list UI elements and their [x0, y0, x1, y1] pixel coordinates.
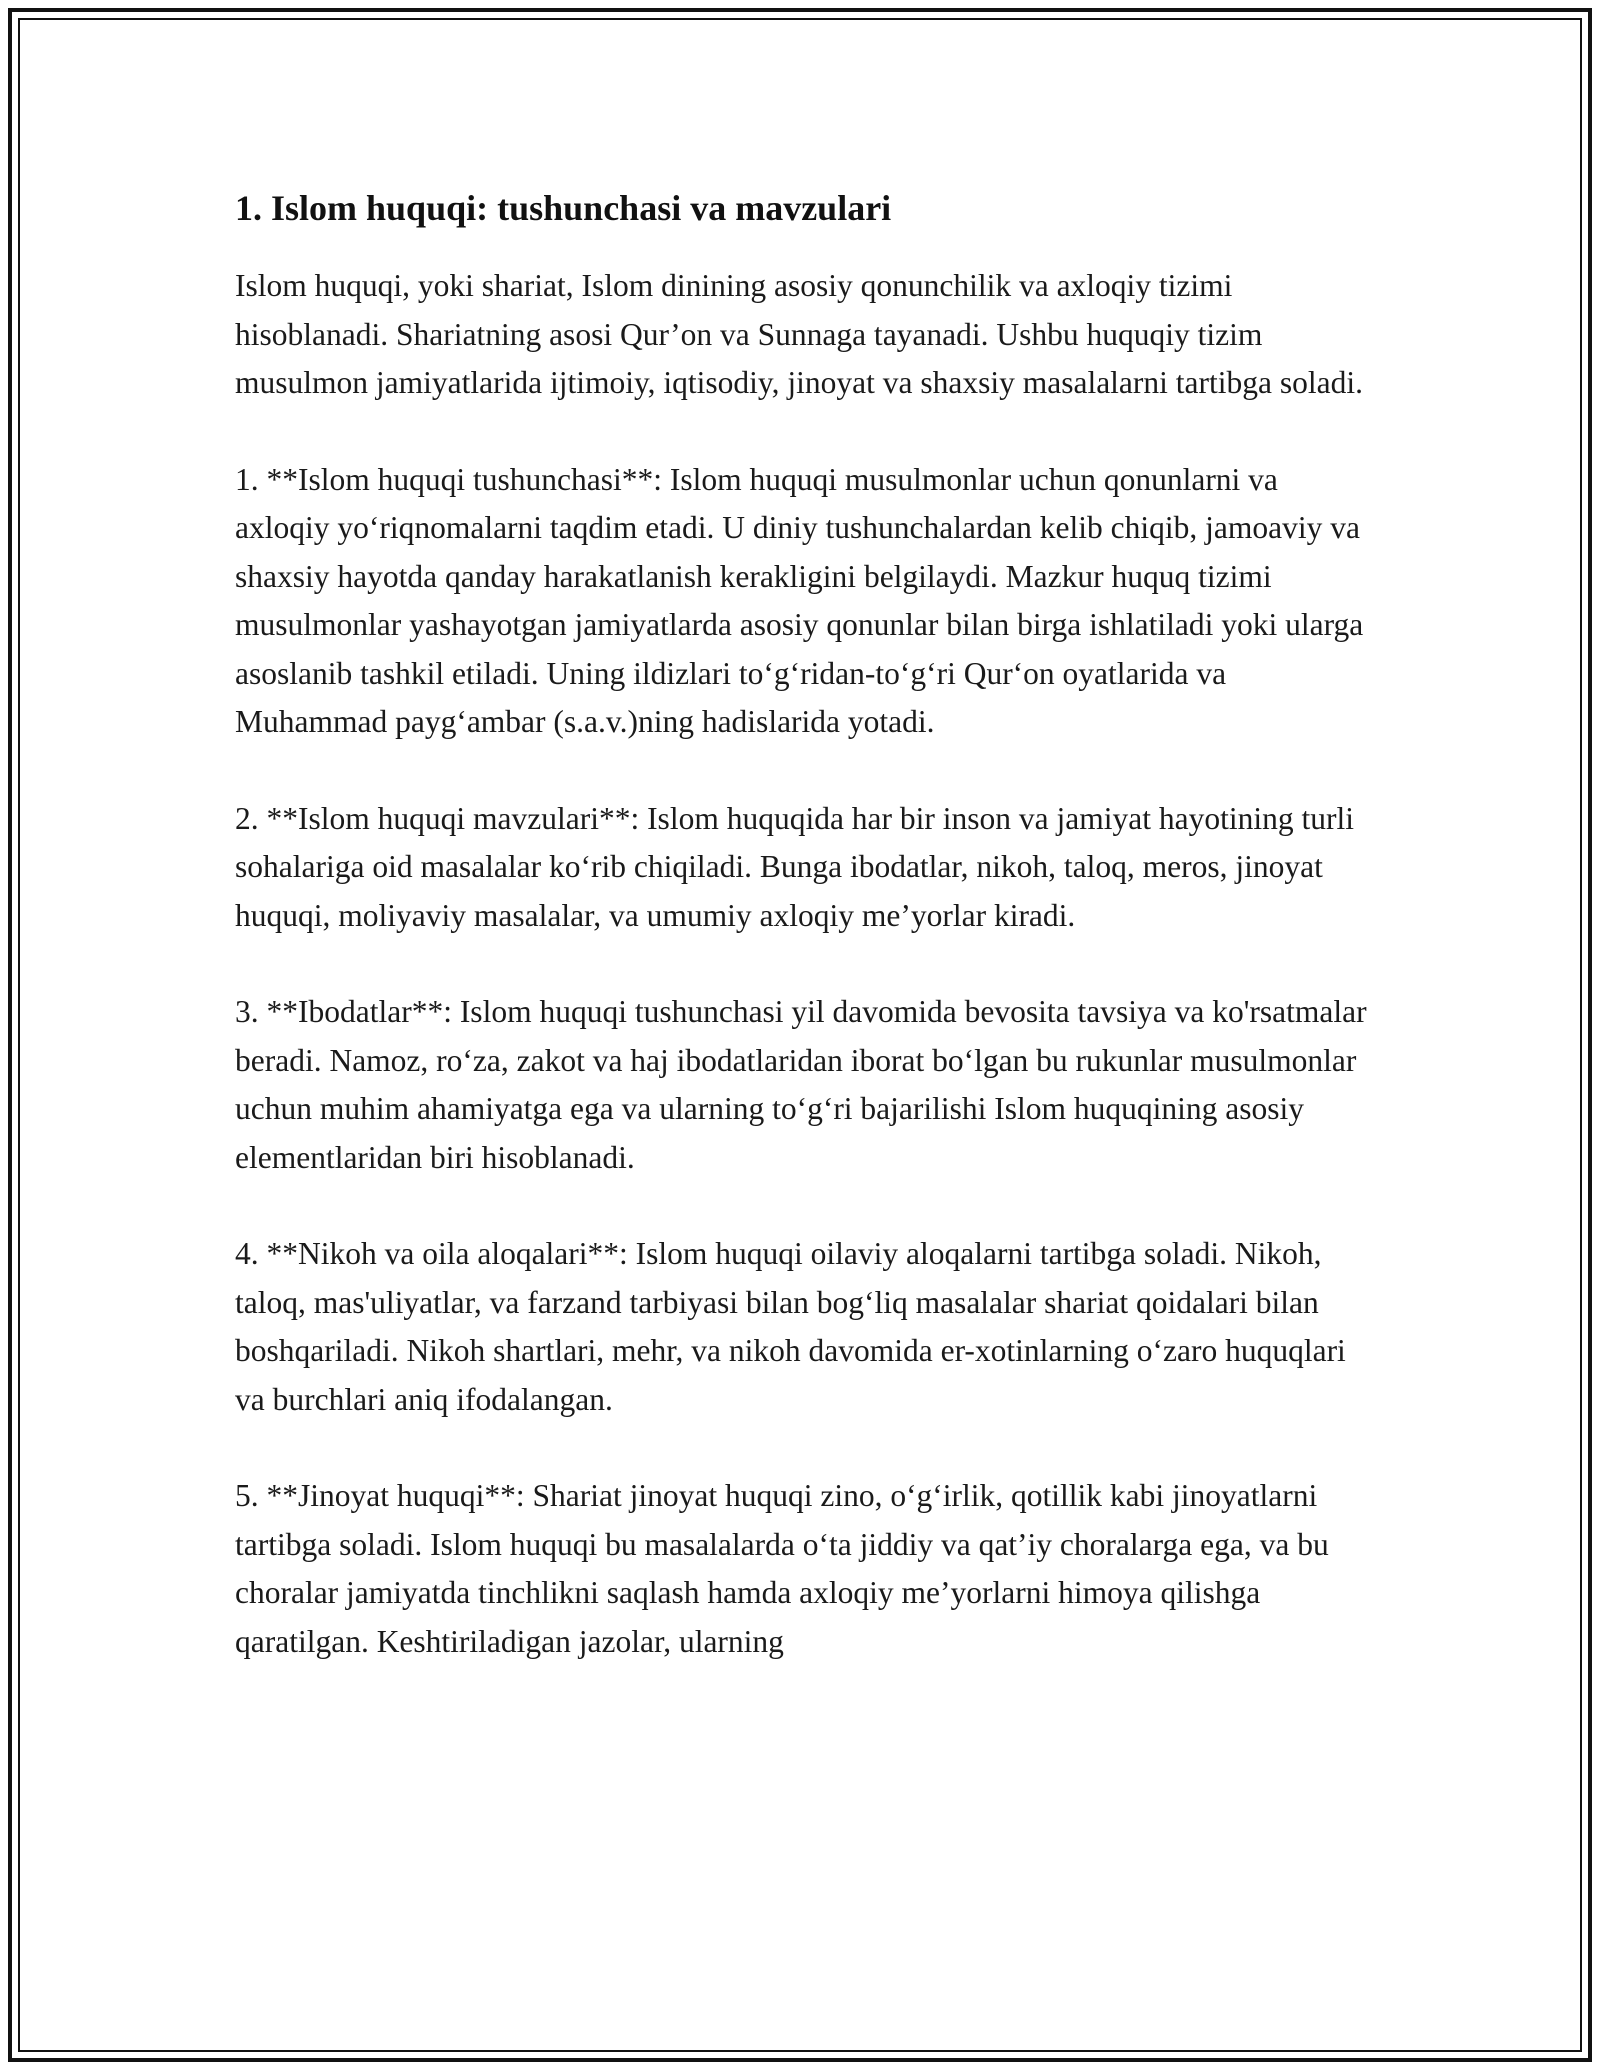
- paragraph-worship: 3. **Ibodatlar**: Islom huquqi tushunchasi yil davomida bevosita tavsiya va ko'rsatmalar beradi. Namoz, ro‘za, zakot va haj ibodatlaridan iborat bo‘lgan bu rukunlar musulmonlar uchun muhim ahamiyatga ega va ularning to‘g‘ri bajarilishi Islom huquqining asosiy elementlaridan biri hisoblanadi.: [235, 994, 1367, 1175]
- paragraph-marriage-family: 4. **Nikoh va oila aloqalari**: Islom huquqi oilaviy aloqalarni tartibga soladi. Nikoh, taloq, mas'uliyatlar, va farzand tarbiyasi bilan bog‘liq masalalar shariat qoidalari bilan boshqariladi. Nikoh shartlari, mehr, va nikoh davomida er-xotinlarning o‘zaro huquqlari va burchlari aniq ifodalangan.: [235, 1236, 1346, 1417]
- intro-paragraph: Islom huquqi, yoki shariat, Islom dinining asosiy qonunchilik va axloqiy tizimi hisoblanadi. Shariatning asosi Qur’on va Sunnaga tayanadi. Ushbu huquqiy tizim musulmon jamiyatlarida ijtimoiy, iqtisodiy, jinoyat va shaxsiy masalalarni tartibga soladi.: [235, 268, 1363, 400]
- document-title: 1. Islom huquqi: tushunchasi va mavzulari: [235, 188, 892, 228]
- paragraph-concept: 1. **Islom huquqi tushunchasi**: Islom huquqi musulmonlar uchun qonunlarni va axloqiy yo‘riqnomalarni taqdim etadi. U diniy tushunchalardan kelib chiqib, jamoaviy va shaxsiy hayotda qanday harakatlanish kerakligini belgilaydi. Mazkur huquq tizimi musulmonlar yashayotgan jamiyatlarda asosiy qonunlar bilan birga ishlatiladi yoki ularga asoslanib tashkil etiladi. Uning ildizlari to‘g‘ridan-to‘g‘ri Qur‘on oyatlarida va Muhammad payg‘ambar (s.a.v.)ning hadislarida yotadi.: [235, 461, 1364, 739]
- paragraph-topics: 2. **Islom huquqi mavzulari**: Islom huquqida har bir inson va jamiyat hayotining turli sohalariga oid masalalar ko‘rib chiqiladi. Bunga ibodatlar, nikoh, taloq, meros, jinoyat huquqi, moliyaviy masalalar, va umumiy axloqiy me’yorlar kiradi.: [235, 800, 1354, 933]
- document-body: [235, 184, 1375, 1714]
- paragraph-criminal-law: 5. **Jinoyat huquqi**: Shariat jinoyat huquqi zino, o‘g‘irlik, qotillik kabi jinoyatlarni tartibga soladi. Islom huquqi bu masalalarda o‘ta jiddiy va qat’iy choralarga ega, va bu choralar jamiyatda tinchlikni saqlash hamda axloqiy me’yorlarni himoya qilishga qaratilgan. Keshtiriladigan jazolar, ularning: [235, 1478, 1329, 1659]
